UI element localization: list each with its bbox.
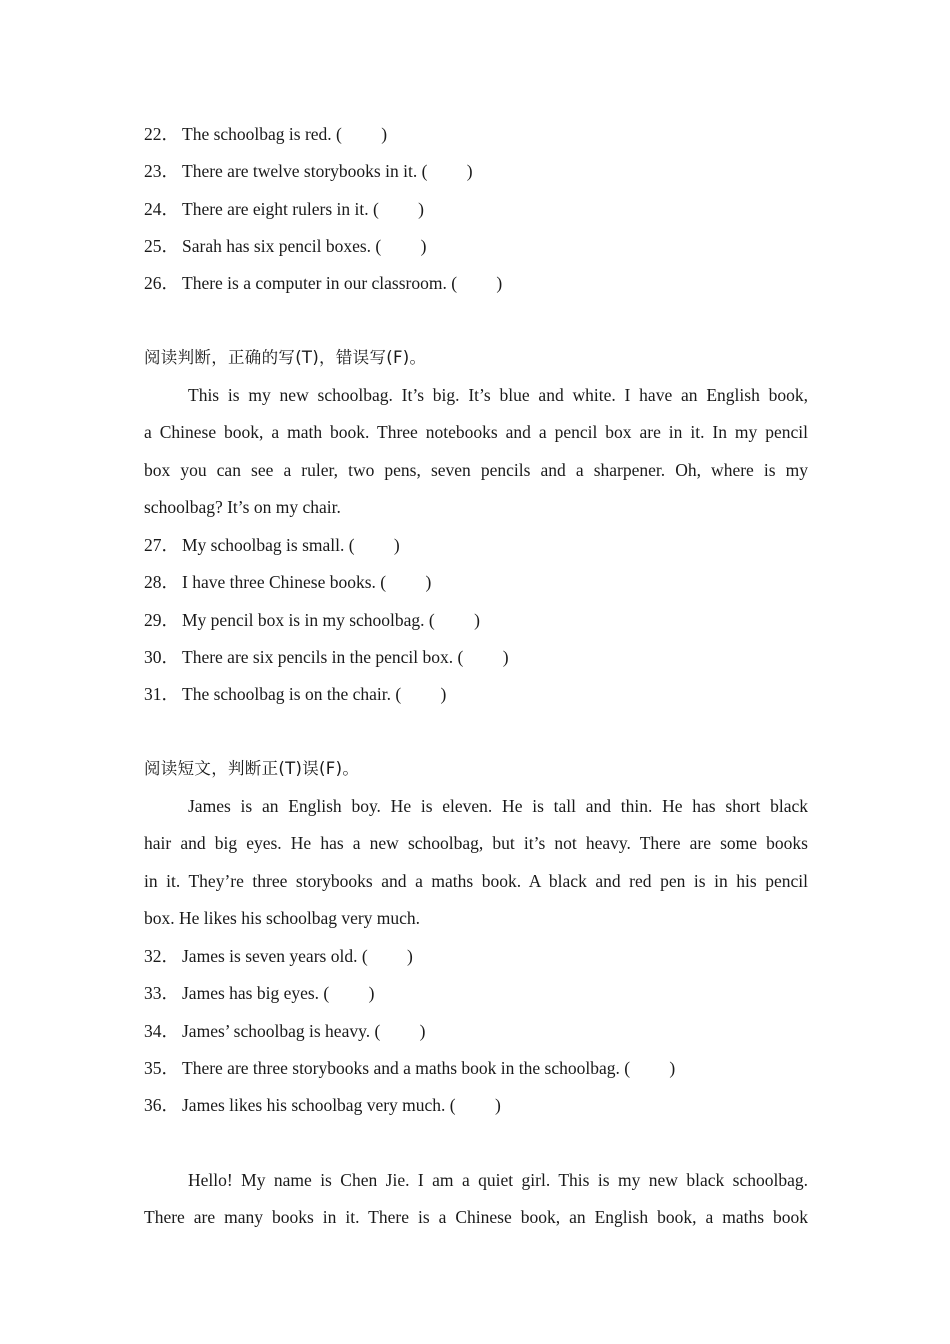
passage-line: schoolbag? It’s on my chair. (144, 496, 341, 517)
section-heading-reading-true-false: 阅读短文，判断正(T)误(F)。 (144, 759, 360, 778)
passage-line: box you can see a ruler, two pens, seven pencils and a sharpener. Oh, where is my (144, 459, 808, 480)
reading-passage-1 (144, 383, 808, 532)
question-27: 27． My schoolbag is small. ( ) (144, 535, 400, 555)
question-24: 24． There are eight rulers in it. ( ) (144, 199, 424, 219)
question-25: 25． Sarah has six pencil boxes. ( ) (144, 236, 427, 256)
question-32: 32． James is seven years old. ( ) (144, 946, 413, 966)
passage-line: in it. They’re three storybooks and a maths book. A black and red pen is in his pencil (144, 870, 808, 891)
question-26: 26． There is a computer in our classroom. ( ) (144, 273, 503, 293)
passage-line: This is my new schoolbag. It’s big. It’s blue and white. I have an English book, (188, 385, 808, 405)
question-35: 35． There are three storybooks and a maths book in the schoolbag. ( ) (144, 1058, 676, 1078)
passage-line: There are many books in it. There is a Chinese book, an English book, a maths book (144, 1207, 808, 1228)
question-29: 29． My pencil box is in my schoolbag. ( ) (144, 610, 480, 630)
question-33: 33． James has big eyes. ( ) (144, 983, 375, 1003)
question-28: 28． I have three Chinese books. ( ) (144, 572, 432, 592)
passage-line: a Chinese book, a math book. Three notebooks and a pencil box are in it. In my pencil (144, 422, 808, 443)
passage-line: hair and big eyes. He has a new schoolbag, but it’s not heavy. There are some books (144, 833, 808, 854)
passage-line: James is an English boy. He is eleven. He is tall and thin. He has short black (188, 796, 808, 816)
question-22: 22． The schoolbag is red. ( ) (144, 124, 388, 144)
reading-passage-2 (144, 794, 808, 943)
question-23: 23． There are twelve storybooks in it. ( ) (144, 161, 473, 181)
section-heading-reading-judgement: 阅读判断，正确的写(T)，错误写(F)。 (144, 348, 427, 367)
reading-passage-3 (144, 1168, 808, 1243)
passage-line: Hello! My name is Chen Jie. I am a quiet girl. This is my new black schoolbag. (188, 1170, 808, 1190)
question-30: 30． There are six pencils in the pencil box. ( ) (144, 647, 509, 667)
question-34: 34． James’ schoolbag is heavy. ( ) (144, 1021, 426, 1041)
question-31: 31． The schoolbag is on the chair. ( ) (144, 684, 447, 704)
passage-line: box. He likes his schoolbag very much. (144, 907, 421, 928)
question-36: 36． James likes his schoolbag very much. ( ) (144, 1095, 501, 1115)
